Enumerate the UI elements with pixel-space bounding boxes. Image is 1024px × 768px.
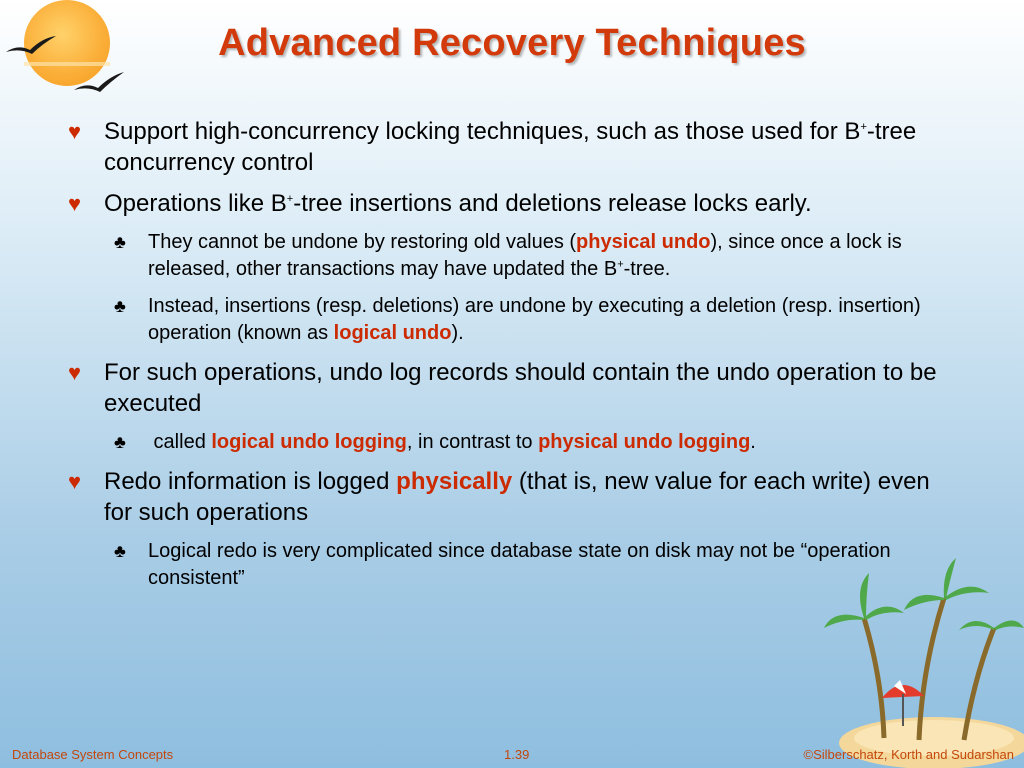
- slide-title: Advanced Recovery Techniques: [218, 22, 806, 64]
- bullet-item: [64, 116, 944, 178]
- highlight-term: physical undo logging: [538, 431, 751, 453]
- highlight-term: physically: [396, 468, 513, 495]
- sub-bullet-item: [108, 293, 944, 347]
- slide-content: [64, 116, 944, 602]
- sub-bullet-text: .: [750, 431, 756, 453]
- footer-copyright: ©Silberschatz, Korth and Sudarshan: [803, 747, 1014, 762]
- bullet-item: [64, 357, 944, 419]
- highlight-term: logical undo: [333, 322, 452, 344]
- sub-bullet-text: called: [148, 431, 212, 453]
- bullet-item: [64, 188, 944, 219]
- highlight-term: logical undo logging: [211, 431, 407, 453]
- sub-bullet-text: ), since once a lock is released, other transactions may have updated the B: [148, 231, 902, 280]
- bullet-text: For such operations, undo log records should contain the undo operation to be executed: [104, 359, 937, 417]
- bullet-text: Redo information is logged: [104, 468, 397, 495]
- superscript: +: [860, 121, 867, 133]
- bird-icon: [72, 70, 126, 96]
- bullet-text: -tree concurrency control: [104, 118, 917, 176]
- bullet-text: Support high-concurrency locking techniques, such as those used for B: [104, 118, 861, 145]
- heart-bullet-icon: ♥: [68, 360, 82, 385]
- sub-bullet-item: [108, 229, 944, 283]
- club-bullet-icon: ♣: [114, 296, 126, 316]
- heart-bullet-icon: ♥: [68, 119, 82, 144]
- bullet-text: -tree insertions and deletions release locks early.: [293, 190, 812, 217]
- club-bullet-icon: ♣: [114, 541, 126, 561]
- sub-bullet-item: [108, 538, 944, 592]
- heart-bullet-icon: ♥: [68, 469, 82, 494]
- footer-slide-number: 1.39: [504, 747, 530, 762]
- bullet-text: (that is, new value for each write) even for such operations: [104, 468, 930, 526]
- sub-bullet-text: They cannot be undone by restoring old values (: [148, 231, 577, 253]
- footer-course-title: Database System Concepts: [12, 747, 174, 762]
- club-bullet-icon: ♣: [114, 232, 126, 252]
- superscript: +: [286, 193, 294, 205]
- sub-bullet-text: Logical redo is very complicated since database state on disk may not be “operation consistent”: [148, 540, 891, 589]
- superscript: +: [617, 258, 624, 271]
- highlight-term: physical undo: [576, 231, 711, 253]
- sub-bullet-text: ).: [451, 322, 464, 344]
- bullet-item: [64, 466, 944, 528]
- heart-bullet-icon: ♥: [68, 191, 82, 216]
- sub-bullet-item: [108, 429, 944, 456]
- sub-bullet-text: Instead, insertions (resp. deletions) are undone by executing a deletion (resp. insertion) operation (known as: [148, 295, 921, 344]
- sub-bullet-text: , in contrast to: [406, 431, 539, 453]
- club-bullet-icon: ♣: [114, 432, 126, 452]
- palm-island-icon: [824, 558, 1024, 768]
- bullet-text: Operations like B: [104, 190, 287, 217]
- sub-bullet-text: -tree.: [623, 258, 671, 280]
